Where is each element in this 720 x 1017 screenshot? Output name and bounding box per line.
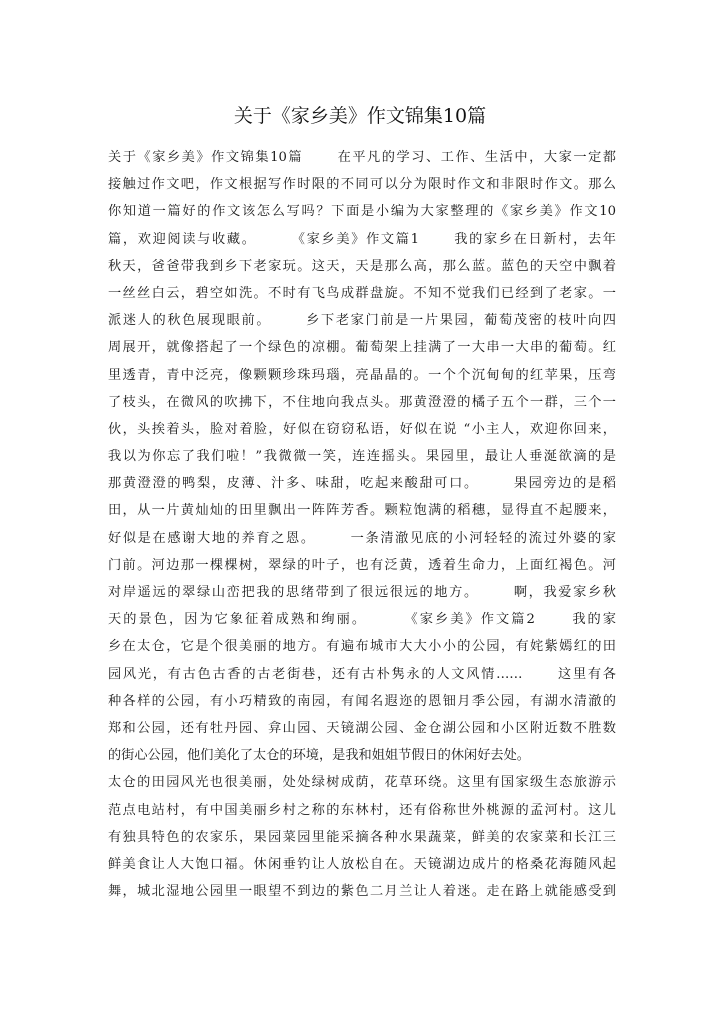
body-text-line: 伙，头挨着头，脸对着脸，好似在窃窃私语，好似在说 “小主人，欢迎你回来， [108, 421, 616, 437]
body-text-line: 里透青，青中泛亮，像颗颗珍珠玛瑙，亮晶晶的。一个个沉甸甸的红苹果，压弯 [108, 367, 616, 383]
body-text-line: 你知道一篇好的作文该怎么写吗？下面是小编为大家整理的《家乡美》作文10 [108, 204, 616, 220]
body-text-line: 篇，欢迎阅读与收藏。 《家乡美》作文篇1 我的家乡在日新村，去年 [108, 231, 616, 247]
body-text-line: 周展开，就像搭起了一个绿色的凉棚。葡萄架上挂满了一大串一大串的葡萄。红 [108, 340, 616, 356]
body-text-line: 乡在太仓，它是个很美丽的地方。有遍布城市大大小小的公园，有姹紫嫣红的田 [108, 639, 616, 655]
body-text-line: 对岸遥远的翠绿山峦把我的思绪带到了很远很远的地方。 啊，我爱家乡秋 [108, 585, 616, 600]
body-text-line: 种各样的公园，有小巧精致的南园，有闻名遐迩的恩钿月季公园，有湖水清澈的 [108, 693, 616, 709]
body-text-line: 天的景色，因为它象征着成熟和绚丽。 《家乡美》作文篇2 我的家 [108, 612, 616, 628]
body-text-line: 门前。河边那一棵棵树，翠绿的叶子，也有泛黄，透着生命力，上面红褐色。河 [108, 557, 616, 573]
body-text-line: 田，从一片黄灿灿的田里飘出一阵阵芳香。颗粒饱满的稻穗，显得直不起腰来， [108, 503, 616, 519]
body-text-line: 鲜美食让人大饱口福。休闲垂钓让人放松自在。天镜湖边成片的格桑花海随风起 [108, 856, 616, 872]
body-text-line: 有独具特色的农家乐，果园菜园里能采摘各种水果蔬菜，鲜美的农家菜和长江三 [108, 829, 616, 845]
body-text-line: 一丝丝白云，碧空如洗。不时有飞鸟成群盘旋。不知不觉我们已经到了老家。一 [108, 285, 616, 301]
body-text-line: 好似是在感谢大地的养育之恩。 一条清澈见底的小河轻轻的流过外婆的家 [108, 530, 616, 546]
body-text-line: 关于《家乡美》作文锦集10篇 在平凡的学习、工作、生活中，大家一定都 [108, 150, 616, 165]
body-text-line: 园风光，有古色古香的古老街巷，还有古朴隽永的人文风情…… 这里有各 [108, 666, 616, 682]
document-title: 关于《家乡美》作文锦集10篇 [233, 105, 487, 127]
body-text-line: 我以为你忘了我们啦！”我微微一笑，连连摇头。果园里，最让人垂涎欲滴的是 [108, 449, 616, 465]
document-body [108, 144, 616, 905]
body-text-line: 的街心公园，他们美化了太仓的环境，是我和姐姐节假日的休闲好去处。 [108, 748, 530, 764]
body-text-line: 秋天，爸爸带我到乡下老家玩。这天，天是那么高，那么蓝。蓝色的天空中飘着 [108, 258, 616, 274]
body-text-line: 郑和公园，还有牡丹园、弇山园、天镜湖公园、金仓湖公园和小区附近数不胜数 [108, 720, 616, 736]
body-text-line: 接触过作文吧，作文根据写作时限的不同可以分为限时作文和非限时作文。那么 [108, 177, 616, 193]
body-text-line: 舞，城北湿地公园里一眼望不到边的紫色二月兰让人着迷。走在路上就能感受到 [108, 884, 616, 900]
body-text-line: 派迷人的秋色展现眼前。 乡下老家门前是一片果园，葡萄茂密的枝叶向四 [108, 313, 616, 329]
body-text-line: 范点电站村，有中国美丽乡村之称的东林村，还有俗称世外桃源的孟河村。这儿 [108, 802, 616, 818]
body-text-line: 那黄澄澄的鸭梨，皮薄、汁多、味甜，吃起来酸甜可口。 果园旁边的是稻 [108, 476, 616, 492]
body-text-line: 太仓的田园风光也很美丽，处处绿树成荫，花草环绕。这里有国家级生态旅游示 [108, 775, 616, 791]
body-text-line: 了枝头，在微风的吹拂下，不住地向我点头。那黄澄澄的橘子五个一群，三个一 [108, 394, 616, 410]
